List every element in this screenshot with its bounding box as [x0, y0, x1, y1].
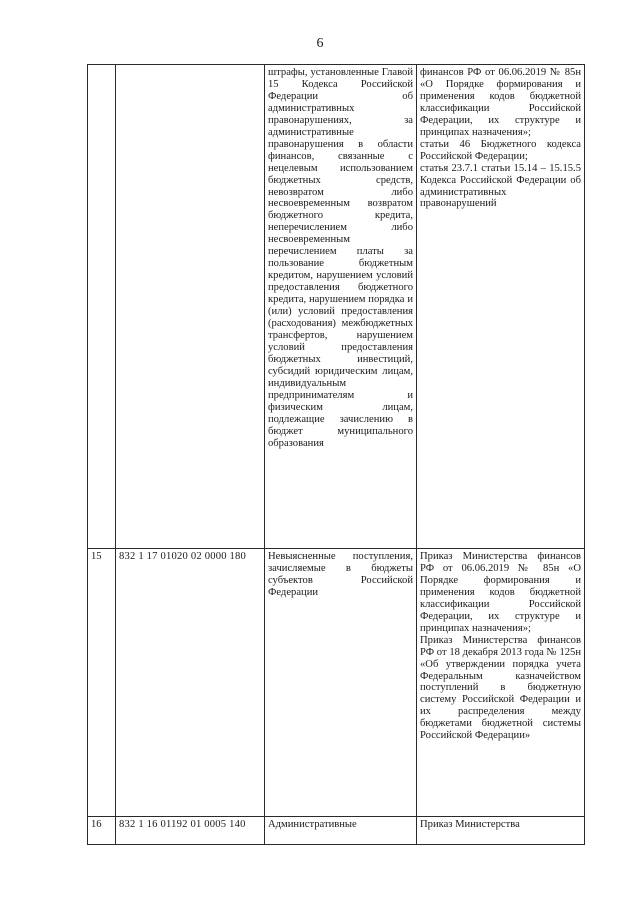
revenue-name-cell: Невыясненные поступления, зачисляемые в бюджеты субъектов Российской Федерации	[265, 549, 417, 817]
row-number-cell	[88, 65, 116, 549]
page-number: 6	[316, 36, 324, 51]
legal-basis-paragraph: Приказ Министерства финансов РФ от 06.06.2019 № 85н «О Порядке формирования и применения кодов бюджетной классификации Российской Федерации, их структуре и принципах назначения»;	[420, 551, 581, 634]
revenue-name-cell: штрафы, установленные Главой 15 Кодекса Российской Федерации об административных правонарушениях, за административные правонарушения в области финансов, связанные с нецелевым использованием бюджетных средств, невозвратом либо несвоевременным возвратом бюджетного кредита, неперечислением либо несвоевременным перечислением платы за пользование бюджетным кредитом, нарушением условий предоставления бюджетного кредита, нарушением порядка и (или) условий предоставления (расходования) межбюджетных трансфертов, нарушением условий предоставления бюджетных инвестиций, субсидий юридическим лицам, индивидуальным предпринимателям и физическим лицам, подлежащие зачислению в бюджет муниципального образования	[265, 65, 417, 549]
budget-codes-table	[87, 64, 585, 845]
row-number-cell: 15	[88, 549, 116, 817]
legal-basis-cell	[417, 549, 585, 817]
legal-basis-paragraph: финансов РФ от 06.06.2019 № 85н «О Порядке формирования и применения кодов бюджетной классификации Российской Федерации, их структуре и принципах назначения»;	[420, 67, 581, 138]
legal-basis-paragraph: Приказ Министерства финансов РФ от 18 декабря 2013 года № 125н «Об утверждении порядка учета Федеральным казначейством поступлений в бюджетную систему Российской Федерации и их распределения между бюджетами бюджетной системы Российской Федерации»	[420, 634, 581, 742]
legal-basis-cell	[417, 817, 585, 845]
legal-basis-paragraph: Приказ Министерства	[420, 819, 520, 830]
revenue-name-cell: Административные	[265, 817, 417, 845]
row-number-cell: 16	[88, 817, 116, 845]
legal-basis-paragraph: статьи 46 Бюджетного кодекса Российской Федерации;	[420, 138, 581, 162]
table-row	[88, 817, 585, 845]
budget-code-cell	[116, 65, 265, 549]
budget-code-cell: 832 1 17 01020 02 0000 180	[116, 549, 265, 817]
table-row	[88, 549, 585, 817]
table-row	[88, 65, 585, 549]
legal-basis-paragraph: статья 23.7.1 статьи 15.14 – 15.15.5 Кодекса Российской Федерации об административных правонарушений	[420, 162, 581, 210]
budget-code-cell: 832 1 16 01192 01 0005 140	[116, 817, 265, 845]
legal-basis-cell	[417, 65, 585, 549]
